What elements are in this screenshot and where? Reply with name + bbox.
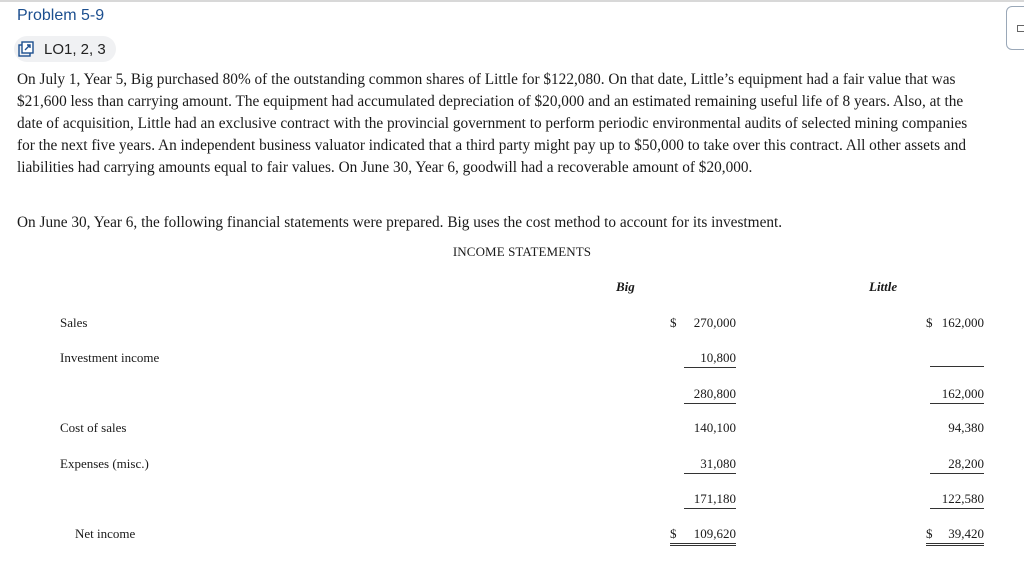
cell-little-net-income: $ 39,420: [926, 526, 984, 546]
cell-little-investment-income: [930, 352, 984, 367]
panel-toggle-icon: [1017, 25, 1024, 32]
cell-little-cost-of-sales: 94,380: [948, 420, 984, 435]
cell-little-sales: $ 162,000: [926, 315, 984, 330]
row-label-investment-income: Investment income: [60, 350, 160, 365]
learning-objectives-badge[interactable]: [14, 36, 116, 62]
column-header-big: Big: [616, 279, 635, 294]
external-link-icon: [18, 41, 34, 57]
learning-objectives-label: LO1, 2, 3: [44, 40, 106, 58]
row-label-cost-of-sales: Cost of sales: [60, 420, 127, 435]
top-border: [0, 0, 1024, 2]
cell-big-expenses: 31,080: [684, 456, 736, 474]
cell-big-subtotal-revenue: 280,800: [684, 386, 736, 404]
row-label-expenses: Expenses (misc.): [60, 456, 149, 471]
cell-little-subtotal-expenses: 122,580: [930, 491, 984, 509]
cell-big-subtotal-expenses: 171,180: [684, 491, 736, 509]
row-label-sales: Sales: [60, 315, 88, 330]
cell-big-sales: $ 270,000: [670, 315, 736, 330]
problem-description: On July 1, Year 5, Big purchased 80% of the outstanding common shares of Little for $122,080. On that date, Little’s equipment had a fair value that was $21,600 less than carrying amount. The equipment had accumulated depreciation of $20,000 and an estimated remaining useful life of 8 years. Also, at the date of acquisition, Little had an exclusive contract with the provincial government to perform periodic environmental audits of selected mining companies for the next five years. An independent business valuator indicated that a third party might pay up to $50,000 to take over this contract. All other assets and liabilities had carrying amounts equal to fair values. On June 30, Year 6, goodwill had a recoverable amount of $20,000.: [17, 71, 968, 176]
statement-heading: INCOME STATEMENTS: [452, 244, 592, 259]
problem-title: Problem 5-9: [17, 7, 105, 24]
cell-little-subtotal-revenue: 162,000: [930, 386, 984, 404]
row-label-net-income: Net income: [75, 526, 136, 541]
side-panel-button[interactable]: [1006, 6, 1024, 50]
cell-big-net-income: $ 109,620: [670, 526, 736, 546]
statement-intro: On June 30, Year 6, the following financial statements were prepared. Big uses the cost method to account for its investment.: [17, 214, 783, 231]
cell-big-cost-of-sales: 140,100: [693, 420, 736, 435]
cell-little-expenses: 28,200: [930, 456, 984, 474]
column-header-little: Little: [869, 279, 898, 294]
cell-big-investment-income: 10,800: [684, 350, 736, 368]
